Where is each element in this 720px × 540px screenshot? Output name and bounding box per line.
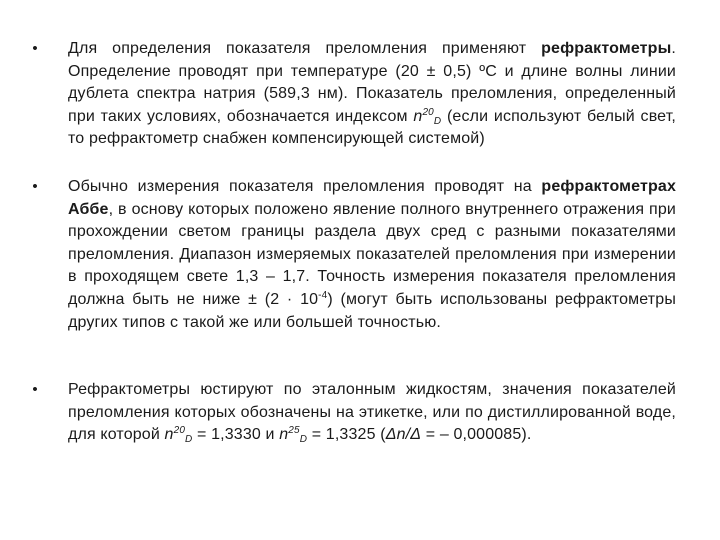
text-run: = 1,3330 и [192,426,280,444]
text-run: = – 0,000085). [421,426,532,444]
bullet-text [68,379,676,447]
bullet-text [68,38,676,151]
bullet-marker: • [32,40,38,57]
text-run: Рефрактометры юстируют по эталонным жидкостям, значения показателей преломления которых обозначены на этикетке, или по дистиллированной воде, для которой [68,381,676,444]
bullet-text [68,176,676,334]
term-refractometers: рефрактометры [541,40,672,57]
exponent: -4 [318,289,328,301]
text-run: Обычно измерения показателя преломления проводят на [68,178,542,195]
text-run: ) (могут быть использованы рефрактометры других типов с такой же или большей точностью. [68,290,676,331]
bullet-item-abbe-refractometers [32,176,676,334]
symbol-n: n [413,107,423,125]
text-run: , в основу которых положено явление полного внутреннего отражения при прохождении светом границы раздела двух сред с разными показателями преломления. Диапазон измеряемых показателей преломления при измерении в проходящем свете 1,3 – 1,7. Точность измерения показателя преломления должна быть не ниже ± (2 · 10 [68,200,676,308]
bullet-item-refractometers [32,38,676,151]
symbol-subscript: D [299,434,308,446]
bullet-marker: • [32,178,38,195]
symbol-subscript: D [185,434,193,446]
symbol-delta-ratio: Δn/Δ [385,426,422,444]
symbol-superscript: 20 [173,425,186,437]
term-abbe-refractometers: рефрактометрах Аббе [68,178,676,218]
symbol-subscript: D [433,115,442,127]
text-run: (если используют белый свет, то рефрактометр снабжен компенсирующей системой) [68,107,676,148]
symbol-superscript: 25 [288,425,300,437]
bullet-marker: • [32,381,38,398]
bullet-item-calibration [32,379,676,447]
text-run: Для определения показателя преломления применяют [68,40,542,57]
symbol-n: n [164,426,174,444]
text-run: . Определение проводят при температуре (20 ± 0,5) ºС и длине волны линии дублета спектра натрия (589,3 нм). Показатель преломления, определенный при таких условиях, обозначается индексом [68,40,676,125]
text-run: = 1,3325 ( [307,426,386,444]
symbol-superscript: 20 [422,106,434,118]
symbol-n: n [279,426,289,444]
